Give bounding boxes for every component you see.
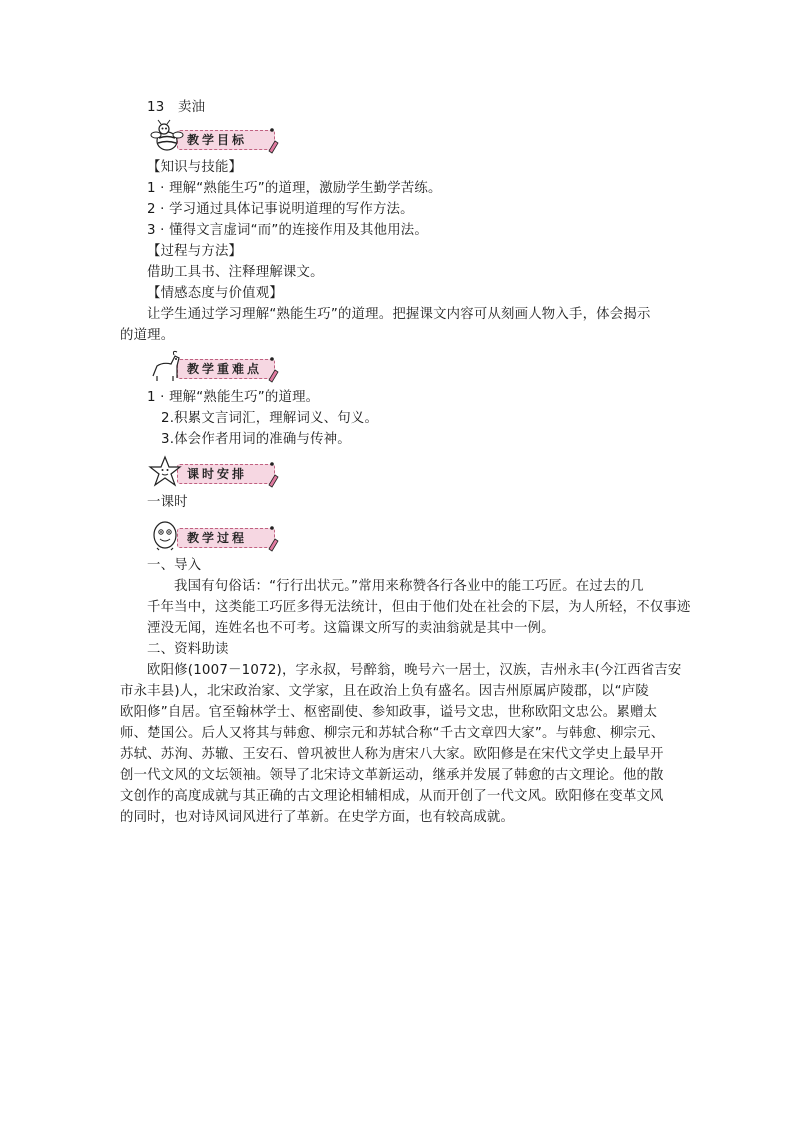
badge-label: 教学过程 bbox=[187, 531, 248, 545]
egg-mascot-icon bbox=[147, 519, 287, 551]
badge-label: 课时安排 bbox=[187, 467, 248, 481]
reference-text-line7: 文创作的高度成就与其正确的古文理论相辅相成，从而开创了一代文风。欧阳修在变革文风 bbox=[120, 789, 664, 804]
reference-heading: 二、资料助读 bbox=[147, 642, 229, 657]
goal-item-2: 2 · 学习通过具体记事说明道理的写作方法。 bbox=[147, 202, 414, 217]
section-badge-goals bbox=[147, 121, 287, 153]
intro-heading: 一、导入 bbox=[147, 558, 202, 573]
goal-item-1: 1 · 理解“熟能生巧”的道理，激励学生勤学苦练。 bbox=[147, 181, 442, 196]
bee-mascot-icon bbox=[147, 121, 287, 153]
keypoint-item-2: 2.积累文言词汇，理解词义、句义。 bbox=[161, 411, 379, 426]
keypoint-item-1: 1 · 理解“熟能生巧”的道理。 bbox=[147, 390, 320, 405]
goal-item-3: 3 · 懂得文言虚词“而”的连接作用及其他用法。 bbox=[147, 223, 428, 238]
goals-heading-emotion: 【情感态度与价值观】 bbox=[147, 286, 283, 301]
lesson-title: 13 卖油 bbox=[147, 100, 206, 115]
intro-text-line2: 千年当中，这类能工巧匠多得无法统计，但由于他们处在社会的下层，为人所轻，不仅事迹 bbox=[147, 600, 691, 615]
keypoint-item-3: 3.体会作者用词的准确与传神。 bbox=[161, 432, 351, 447]
reference-text-line4: 师、楚国公。后人又将其与韩愈、柳宗元和苏轼合称“千古文章四大家”。与韩愈、柳宗元、 bbox=[120, 726, 665, 741]
reference-text-line5: 苏轼、苏洵、苏辙、王安石、曾巩被世人称为唐宋八大家。欧阳修是在宋代文学史上最早开 bbox=[120, 747, 664, 762]
reference-text-line3: 欧阳修”自居。官至翰林学士、枢密副使、参知政事，谥号文忠，世称欧阳文忠公。累赠太 bbox=[120, 705, 658, 720]
section-badge-schedule bbox=[147, 455, 287, 487]
intro-text-line3: 湮没无闻，连姓名也不可考。这篇课文所写的卖油翁就是其中一例。 bbox=[147, 621, 555, 636]
reference-text-line6: 创一代文风的文坛领袖。领导了北宋诗文革新运动，继承并发展了韩愈的古文理论。他的散 bbox=[120, 768, 664, 783]
badge-label: 教学重难点 bbox=[187, 362, 263, 376]
badge-label: 教学目标 bbox=[187, 133, 248, 147]
process-method-text: 借助工具书、注释理解课文。 bbox=[147, 265, 324, 280]
emotion-text-line2: 的道理。 bbox=[120, 328, 175, 343]
goals-heading-process: 【过程与方法】 bbox=[147, 244, 243, 259]
section-badge-keypoints bbox=[147, 350, 287, 382]
section-badge-process bbox=[147, 519, 287, 551]
horse-mascot-icon bbox=[147, 350, 287, 382]
reference-text-line8: 的同时，也对诗风词风进行了革新。在史学方面，也有较高成就。 bbox=[120, 810, 515, 825]
goals-heading-knowledge: 【知识与技能】 bbox=[147, 160, 243, 175]
intro-text-line1: 我国有句俗话：“行行出状元。”常用来称赞各行各业中的能工巧匠。在过去的几 bbox=[174, 579, 644, 594]
reference-text-line2: 市永丰县)人，北宋政治家、文学家，且在政治上负有盛名。因吉州原属庐陵郡，以“庐陵 bbox=[120, 684, 650, 699]
star-mascot-icon bbox=[147, 455, 287, 487]
emotion-text-line1: 让学生通过学习理解“熟能生巧”的道理。把握课文内容可从刻画人物入手，体会揭示 bbox=[147, 307, 651, 322]
schedule-text: 一课时 bbox=[147, 495, 188, 510]
reference-text-line1: 欧阳修(1007－1072)，字永叔，号醉翁，晚号六一居士，汉族，吉州永丰(今江西省吉安 bbox=[147, 663, 682, 678]
